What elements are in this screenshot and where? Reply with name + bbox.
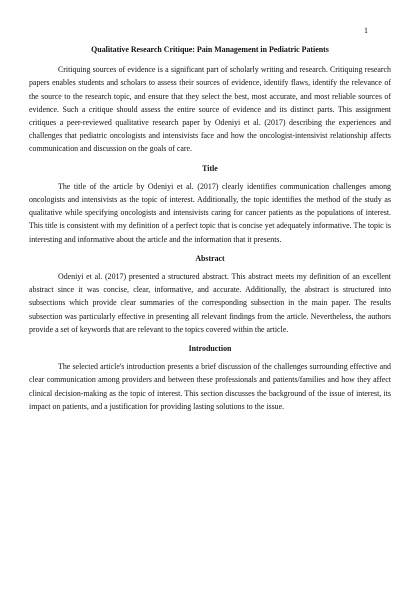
- section-heading-introduction: Introduction: [188, 344, 232, 354]
- intro-paragraph: Critiquing sources of evidence is a significant part of scholarly writing and research. Critiquing research papers enables students and scholars to assess their sources of evidence, identify flaws, identify the relevance of the source to the research topic, and ensure that they select the best, most accurate, and most reliable sources of evidence. Such a critique should assess the entire source of evidence and its distinct parts. This assignment critiques a peer-reviewed qualitative research paper by Odeniyi et al. (2017) describing the experiences and challenges that pediatric oncologists and intensivists face and how the oncologist-intensivist relationship affects communication and discussion on the goals of care.: [29, 65, 391, 154]
- section-heading-abstract: Abstract: [195, 253, 225, 263]
- section-paragraph-introduction: The selected article's introduction presents a brief discussion of the challenges surrounding effective and clear communication among providers and between these professionals and patients/families and how they affect clinical decision-making as the topic of interest. This section discusses the background of the issue of interest, its impact on patients, and a justification for providing lasting solutions to the issue.: [29, 362, 391, 411]
- page-number: 1: [364, 26, 368, 35]
- section-heading-title: Title: [202, 163, 218, 173]
- section-paragraph-abstract: Odeniyi et al. (2017) presented a structured abstract. This abstract meets my definition of an excellent abstract since it was concise, clear, informative, and accurate. Additionally, the abstract is structured into subsections which provide clear summaries of the corresponding subsection in the main paper. The results subsection was particularly effective in presenting all relevant findings from the article. Nevertheless, the authors provide a set of keywords that are relevant to the topics covered within the article.: [29, 272, 391, 334]
- section-paragraph-title: The title of the article by Odeniyi et al. (2017) clearly identifies communication challenges among oncologists and intensivists as the topic of interest. Additionally, the topic identifies the method of the study as qualitative while specifying oncologists and intensivists caring for cancer patients as the populations of interest. This title is consistent with my definition of a perfect topic that is concise yet adequately informative. The topic is interesting and informative about the article and the information that it presents.: [29, 181, 391, 244]
- document-title: Qualitative Research Critique: Pain Management in Pediatric Patients: [91, 45, 329, 54]
